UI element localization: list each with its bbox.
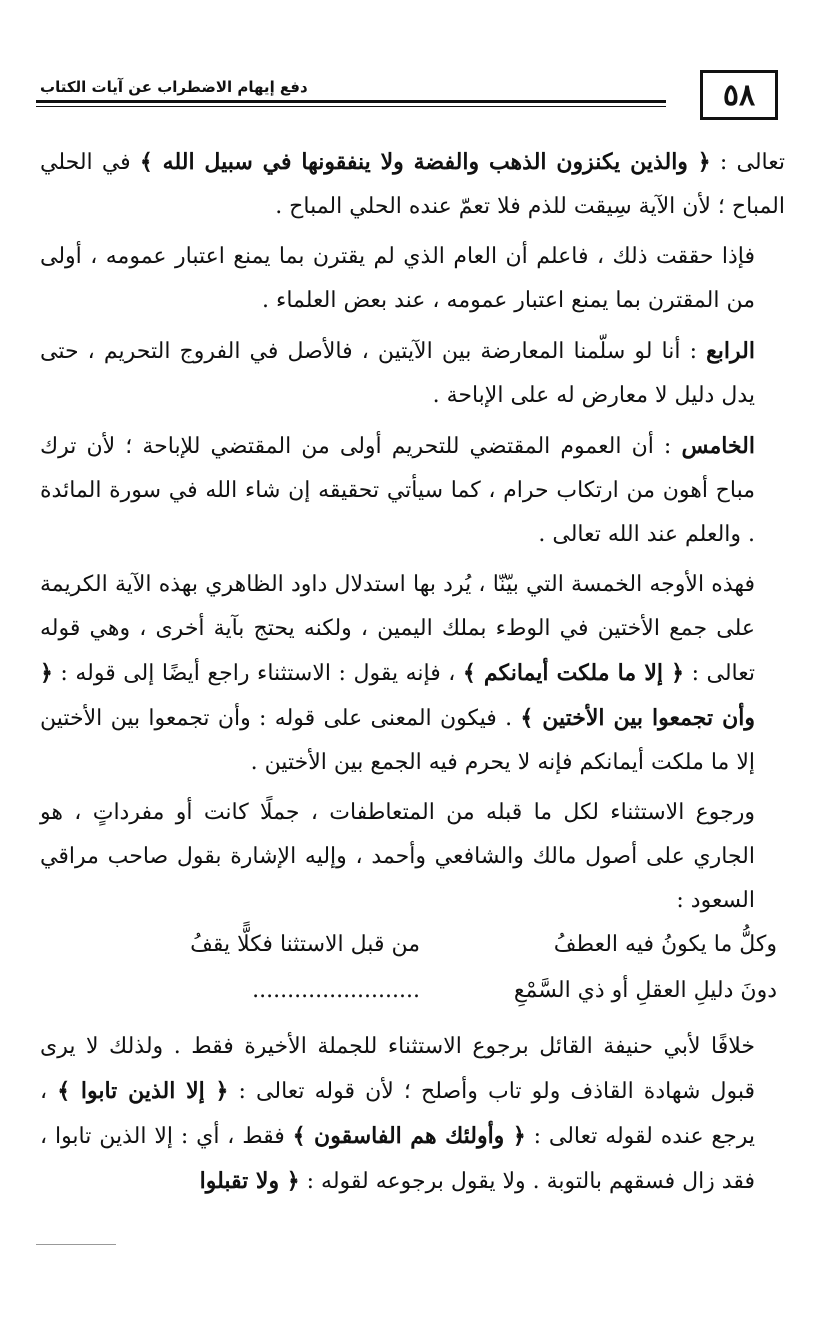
page-number: ٥٨ [700,70,778,120]
paragraph-3 [40,329,785,418]
paragraph-5 [40,563,785,785]
quran-quote: ﴿ ولا تقبلوا [199,1168,300,1194]
text-run: ، يرجع عنده لقوله تعالى : [40,1079,756,1149]
paragraph-2: فإذا حققت ذلك ، فاعلم أن العام الذي لم يقترن بما يمنع اعتبار عمومه ، أولى من المقترن بما يمنع اعتبار عمومه ، عند بعض العلماء . [40,244,755,313]
quran-quote: ﴿ إلا الذين تابوا ﴾ [57,1078,229,1104]
verse-hemistich: من قبل الاستثنا فكلًّا يقفُ [190,932,420,957]
text-run: خلافًا لأبي حنيفة القائل برجوع الاستثناء للجملة الأخيرة فقط . ولذلك لا يرى قبول شهادة القاذف ولو تاب وأصلح ؛ لأن قوله تعالى : [40,1034,755,1104]
header-rule-thin [36,106,666,107]
page-header [0,0,832,130]
verse-hemistich: ........................ [252,978,420,1003]
poem-verse [40,923,785,1019]
footer-rule [36,1244,116,1245]
quran-quote: ﴿ والذين يكنزون الذهب والفضة ولا ينفقونها في سبيل الله ﴾ [139,149,711,175]
header-rule-thick [36,100,666,103]
page-body [40,140,785,1204]
verse-hemistich: وكلُّ ما يكونُ فيه العطفُ [553,932,777,957]
quran-quote: ﴿ وأن تجمعوا بين الأختين ﴾ [40,660,755,731]
text-run: ، فإنه يقول : الاستثناء راجع أيضًا إلى قوله : [52,661,463,686]
text-run: فهذه الأوجه الخمسة التي بيّنّا ، يُرد بها استدلال داود الظاهري بهذه الآية الكريمة على جمع الأختين في الوطء بملك اليمين ، ولكنه يحتج بآية أخرى ، وهي قوله تعالى : [40,572,755,686]
text-run: : أنا لو سلّمنا المعارضة بين الآيتين ، فالأصل في الفروج التحريم ، حتى يدل دليل لا معارض له على الإباحة . [40,339,755,408]
point-label: الرابع [706,338,755,364]
paragraph-4 [40,424,785,557]
verse-line-2 [40,969,785,1015]
paragraph-1 [40,140,785,229]
text-run: . فيكون المعنى على قوله : وأن تجمعوا بين الأختين إلا ما ملكت أيمانكم فإنه لا يحرم فيه الجمع بين الأختين . [40,706,755,775]
paragraph-7 [40,1025,785,1204]
running-title: دفع إيهام الاضطراب عن آيات الكتاب [40,78,308,96]
verse-line-1 [40,923,785,969]
point-label: الخامس [681,433,755,459]
paragraph-6: ورجوع الاستثناء لكل ما قبله من المتعاطفات ، جملًا كانت أو مفرداتٍ ، هو الجاري على أصول مالك والشافعي وأحمد ، وإليه الإشارة بقول صاحب مراقي السعود : [40,800,755,913]
quran-quote: ﴿ إلا ما ملكت أيمانكم ﴾ [462,660,685,686]
verse-hemistich: دونَ دليلِ العقلِ أو ذي السَّمْعِ [513,978,777,1003]
quran-quote: ﴿ وأولئك هم الفاسقون ﴾ [292,1123,526,1149]
text-run: فقط ، أي : إلا الذين تابوا ، فقد زال فسقهم بالتوبة . ولا يقول برجوعه لقوله : [40,1124,755,1194]
text-run: في الحلي المباح ؛ لأن الآية سِيقت للذم فلا تعمّ عنده الحلي المباح . [40,150,785,219]
text-run: تعالى : [710,150,785,175]
text-run: : أن العموم المقتضي للتحريم أولى من المقتضي للإباحة ؛ لأن ترك مباح أهون من ارتكاب حرام ، كما سيأتي تحقيقه إن شاء الله في سورة المائدة . والعلم عند الله تعالى . [40,434,755,547]
